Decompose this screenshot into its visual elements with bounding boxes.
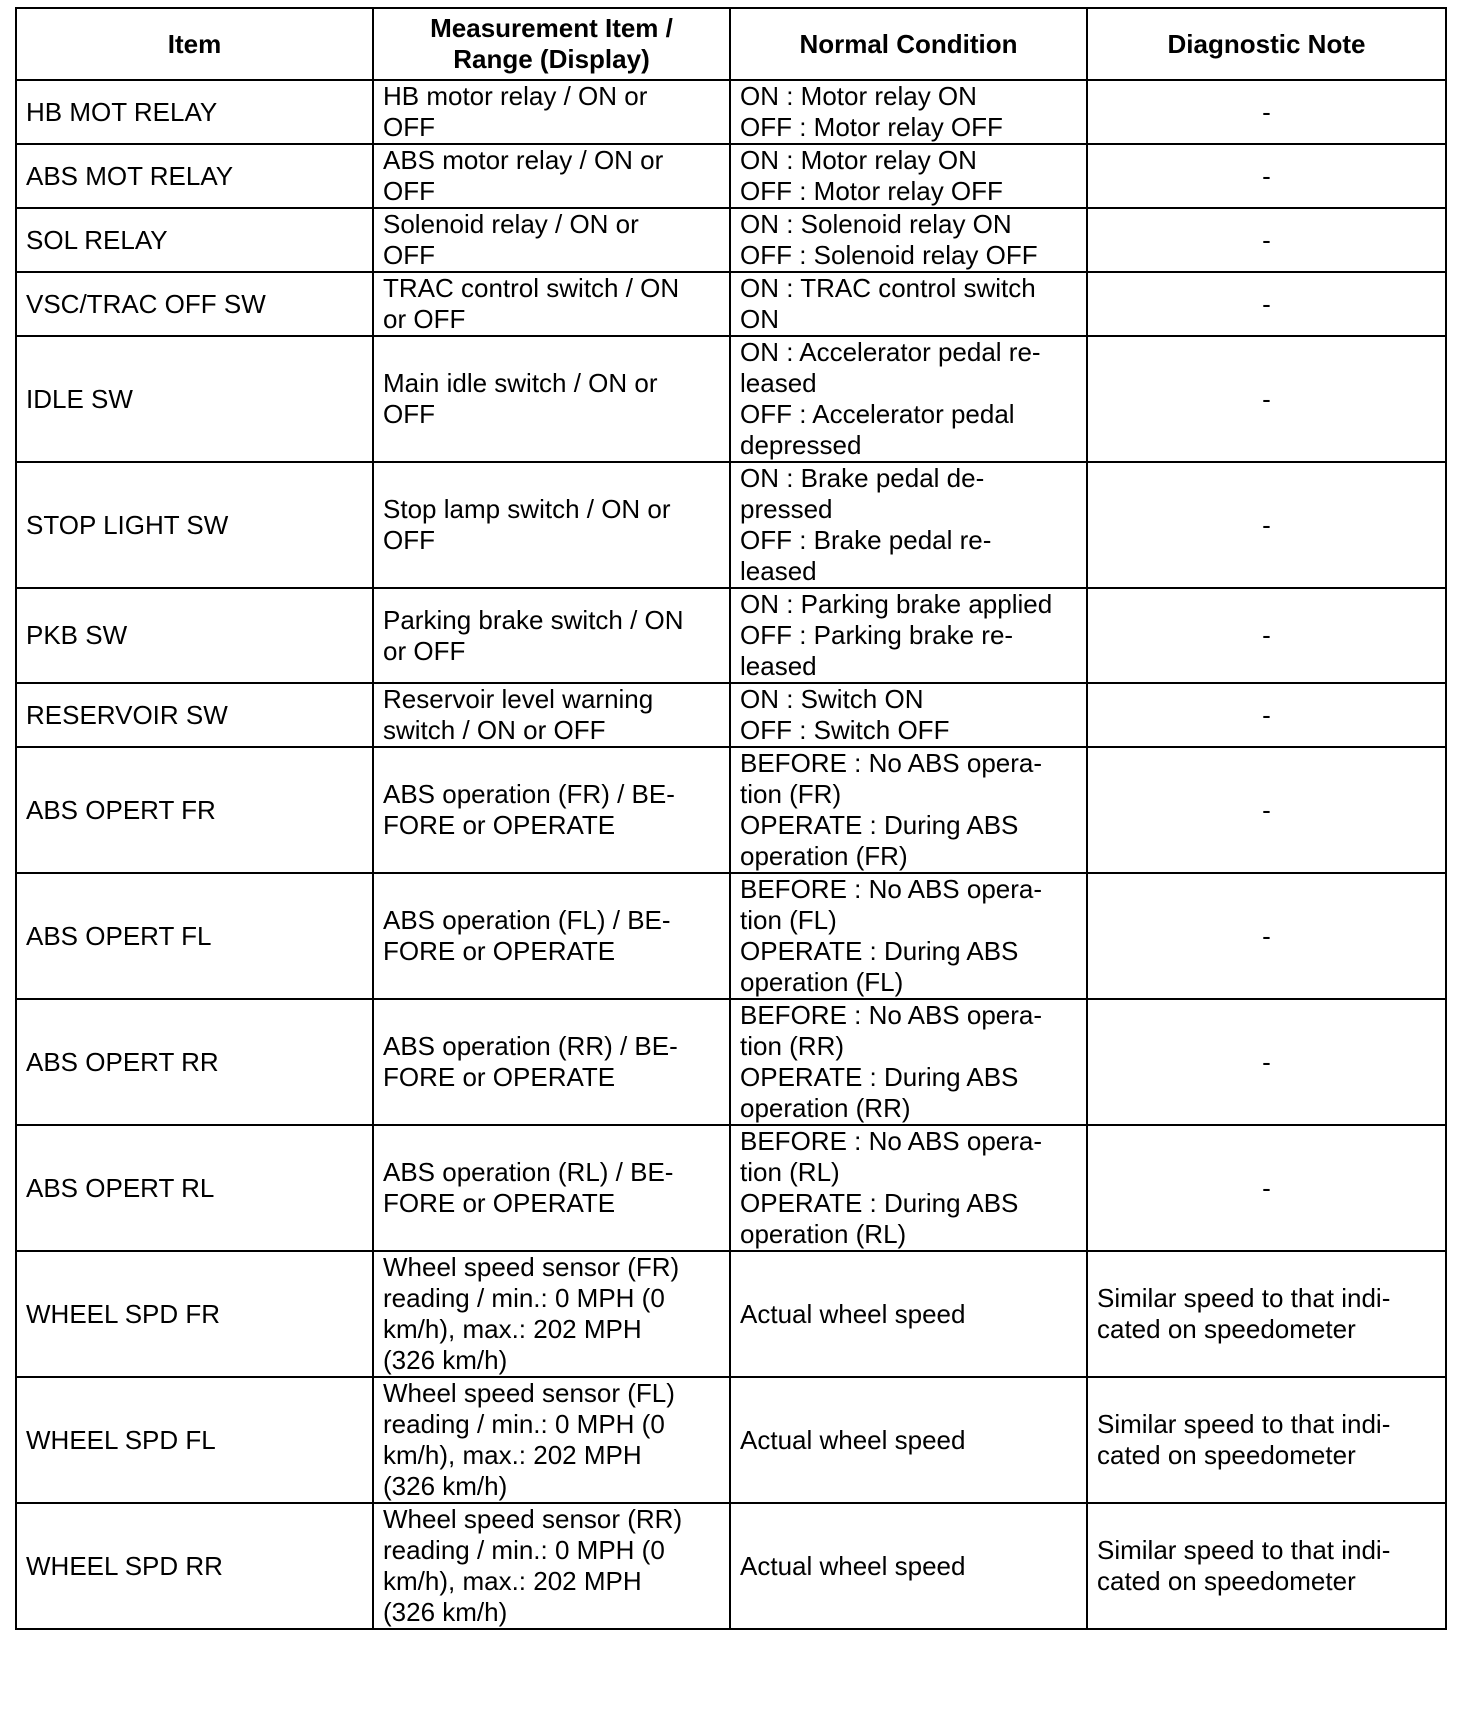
table-row <box>16 208 1446 272</box>
cell-item-text: ABS MOT RELAY <box>26 160 234 191</box>
cell-normal-condition <box>730 272 1087 336</box>
cell-item <box>16 272 373 336</box>
table-row <box>16 1251 1446 1377</box>
cell-item-text: ABS OPERT RL <box>26 1172 215 1203</box>
table-row <box>16 999 1446 1125</box>
cell-normal-condition <box>730 80 1087 144</box>
cell-measurement-range-text: Main idle switch / ON or OFF <box>383 368 658 429</box>
cell-normal-condition <box>730 999 1087 1125</box>
header-normal-condition: Normal Condition <box>730 8 1087 80</box>
cell-diagnostic-note-text: - <box>1262 509 1271 540</box>
cell-item <box>16 683 373 747</box>
cell-normal-condition <box>730 683 1087 747</box>
table-row <box>16 272 1446 336</box>
table-row <box>16 80 1446 144</box>
cell-normal-condition <box>730 336 1087 462</box>
cell-measurement-range-text: Parking brake switch / ON or OFF <box>383 604 684 666</box>
cell-measurement-range <box>373 80 730 144</box>
cell-diagnostic-note-text: - <box>1262 620 1271 650</box>
table-row <box>16 683 1446 747</box>
cell-diagnostic-note <box>1087 208 1446 272</box>
cell-item-text: IDLE SW <box>26 383 133 414</box>
cell-normal-condition-text: BEFORE : No ABS opera- tion (RL) OPERATE : During ABS operation (RL) <box>740 1126 1043 1249</box>
cell-item-text: WHEEL SPD FL <box>26 1424 216 1455</box>
cell-measurement-range-text: Wheel speed sensor (RR) reading / min.: 0 MPH (0 km/h), max.: 202 MPH (326 km/h) <box>383 1504 683 1627</box>
cell-measurement-range <box>373 683 730 747</box>
cell-item <box>16 747 373 873</box>
cell-item <box>16 336 373 462</box>
table-row <box>16 144 1446 208</box>
cell-item <box>16 208 373 272</box>
cell-diagnostic-note-text: - <box>1262 224 1271 255</box>
table-row <box>16 1377 1446 1503</box>
table-row <box>16 873 1446 999</box>
cell-diagnostic-note-text: - <box>1262 794 1271 825</box>
cell-measurement-range <box>373 588 730 683</box>
cell-diagnostic-note-text: - <box>1262 288 1271 319</box>
cell-measurement-range-text: ABS operation (RR) / BE- FORE or OPERATE <box>383 1031 678 1092</box>
cell-item <box>16 1251 373 1377</box>
cell-item-text: WHEEL SPD FR <box>26 1298 221 1329</box>
cell-item-text: STOP LIGHT SW <box>26 509 229 540</box>
cell-normal-condition-text: Actual wheel speed <box>740 1298 966 1329</box>
cell-item-text: ABS OPERT RR <box>26 1046 219 1077</box>
cell-diagnostic-note <box>1087 462 1446 588</box>
cell-item <box>16 873 373 999</box>
cell-normal-condition <box>730 1251 1087 1377</box>
cell-diagnostic-note <box>1087 80 1446 144</box>
table-row <box>16 462 1446 588</box>
cell-normal-condition-text: ON : Solenoid relay ON OFF : Solenoid relay OFF <box>740 209 1038 270</box>
cell-normal-condition-text: BEFORE : No ABS opera- tion (FL) OPERATE : During ABS operation (FL) <box>740 874 1043 997</box>
cell-item <box>16 1125 373 1251</box>
cell-measurement-range <box>373 1377 730 1503</box>
cell-normal-condition <box>730 747 1087 873</box>
cell-normal-condition <box>730 873 1087 999</box>
cell-normal-condition <box>730 1503 1087 1629</box>
cell-diagnostic-note-text: Similar speed to that indi- cated on speedometer <box>1097 1535 1391 1596</box>
cell-measurement-range <box>373 873 730 999</box>
table-header-row <box>16 8 1446 80</box>
cell-normal-condition <box>730 1125 1087 1251</box>
cell-measurement-range <box>373 144 730 208</box>
cell-item <box>16 80 373 144</box>
document-page <box>15 7 1445 1630</box>
cell-item-text: WHEEL SPD RR <box>26 1550 223 1581</box>
cell-item-text: HB MOT RELAY <box>26 96 218 127</box>
cell-normal-condition-text: ON : Brake pedal de- pressed OFF : Brake pedal re- leased <box>740 463 992 586</box>
cell-diagnostic-note-text: - <box>1262 96 1271 127</box>
header-item: Item <box>16 8 373 80</box>
cell-normal-condition <box>730 208 1087 272</box>
cell-diagnostic-note-text: - <box>1262 1046 1271 1077</box>
cell-normal-condition <box>730 588 1087 683</box>
cell-diagnostic-note <box>1087 336 1446 462</box>
cell-measurement-range-text: HB motor relay / ON or OFF <box>383 81 648 142</box>
cell-item-text: SOL RELAY <box>26 224 168 255</box>
cell-measurement-range-text: ABS motor relay / ON or OFF <box>383 145 664 206</box>
cell-normal-condition <box>730 462 1087 588</box>
cell-measurement-range <box>373 1251 730 1377</box>
cell-item <box>16 588 373 683</box>
cell-measurement-range <box>373 999 730 1125</box>
cell-diagnostic-note-text: - <box>1262 920 1271 951</box>
cell-diagnostic-note <box>1087 999 1446 1125</box>
cell-diagnostic-note <box>1087 873 1446 999</box>
cell-measurement-range-text: ABS operation (FL) / BE- FORE or OPERATE <box>383 905 671 966</box>
table-row <box>16 1125 1446 1251</box>
cell-diagnostic-note-text: - <box>1262 383 1271 414</box>
cell-measurement-range <box>373 747 730 873</box>
cell-diagnostic-note-text: - <box>1262 1172 1271 1203</box>
cell-measurement-range <box>373 462 730 588</box>
cell-measurement-range <box>373 208 730 272</box>
cell-measurement-range <box>373 1503 730 1629</box>
table-row <box>16 336 1446 462</box>
cell-normal-condition-text: ON : Parking brake applied OFF : Parking brake re- leased <box>740 589 1053 681</box>
header-diagnostic-note: Diagnostic Note <box>1087 8 1446 80</box>
cell-item-text: ABS OPERT FR <box>26 794 216 825</box>
cell-diagnostic-note <box>1087 747 1446 873</box>
cell-normal-condition <box>730 1377 1087 1503</box>
cell-normal-condition-text: Actual wheel speed <box>740 1550 966 1581</box>
cell-normal-condition-text: BEFORE : No ABS opera- tion (FR) OPERATE : During ABS operation (FR) <box>740 748 1043 871</box>
cell-item-text: ABS OPERT FL <box>26 920 212 951</box>
cell-measurement-range-text: TRAC control switch / ON or OFF <box>383 273 680 334</box>
cell-diagnostic-note <box>1087 1251 1446 1377</box>
cell-item-text: PKB SW <box>26 620 128 650</box>
cell-normal-condition-text: ON : Motor relay ON OFF : Motor relay OFF <box>740 81 1003 142</box>
cell-item <box>16 1377 373 1503</box>
cell-item <box>16 1503 373 1629</box>
cell-item <box>16 462 373 588</box>
cell-measurement-range-text: Stop lamp switch / ON or OFF <box>383 494 671 555</box>
cell-normal-condition-text: ON : TRAC control switch ON <box>740 273 1036 334</box>
cell-measurement-range-text: Reservoir level warning switch / ON or OFF <box>383 684 654 745</box>
cell-measurement-range <box>373 272 730 336</box>
cell-diagnostic-note-text: Similar speed to that indi- cated on speedometer <box>1097 1283 1391 1344</box>
cell-diagnostic-note-text: Similar speed to that indi- cated on speedometer <box>1097 1409 1391 1470</box>
cell-normal-condition-text: ON : Switch ON OFF : Switch OFF <box>740 684 950 745</box>
cell-normal-condition-text: BEFORE : No ABS opera- tion (RR) OPERATE : During ABS operation (RR) <box>740 1000 1043 1123</box>
cell-normal-condition-text: ON : Accelerator pedal re- leased OFF : Accelerator pedal depressed <box>740 337 1041 460</box>
cell-diagnostic-note <box>1087 144 1446 208</box>
cell-diagnostic-note <box>1087 588 1446 683</box>
cell-diagnostic-note <box>1087 1377 1446 1503</box>
cell-normal-condition-text: ON : Motor relay ON OFF : Motor relay OFF <box>740 145 1003 206</box>
cell-measurement-range-text: ABS operation (RL) / BE- FORE or OPERATE <box>383 1157 674 1218</box>
header-measurement-range: Measurement Item / Range (Display) <box>373 8 730 80</box>
cell-item <box>16 144 373 208</box>
cell-diagnostic-note <box>1087 272 1446 336</box>
cell-diagnostic-note <box>1087 683 1446 747</box>
cell-diagnostic-note <box>1087 1125 1446 1251</box>
cell-diagnostic-note <box>1087 1503 1446 1629</box>
cell-measurement-range-text: Solenoid relay / ON or OFF <box>383 209 639 270</box>
cell-normal-condition <box>730 144 1087 208</box>
cell-measurement-range <box>373 336 730 462</box>
cell-diagnostic-note-text: - <box>1262 699 1271 730</box>
table-row <box>16 1503 1446 1629</box>
cell-measurement-range-text: ABS operation (FR) / BE- FORE or OPERATE <box>383 779 675 840</box>
cell-item-text: VSC/TRAC OFF SW <box>26 288 266 319</box>
table-row <box>16 747 1446 873</box>
table-row <box>16 588 1446 683</box>
cell-normal-condition-text: Actual wheel speed <box>740 1424 966 1455</box>
cell-item <box>16 999 373 1125</box>
diagnostic-data-table <box>15 7 1447 1630</box>
cell-measurement-range <box>373 1125 730 1251</box>
cell-measurement-range-text: Wheel speed sensor (FL) reading / min.: 0 MPH (0 km/h), max.: 202 MPH (326 km/h) <box>383 1378 675 1501</box>
cell-diagnostic-note-text: - <box>1262 160 1271 191</box>
cell-measurement-range-text: Wheel speed sensor (FR) reading / min.: 0 MPH (0 km/h), max.: 202 MPH (326 km/h) <box>383 1252 680 1375</box>
cell-item-text: RESERVOIR SW <box>26 699 228 730</box>
